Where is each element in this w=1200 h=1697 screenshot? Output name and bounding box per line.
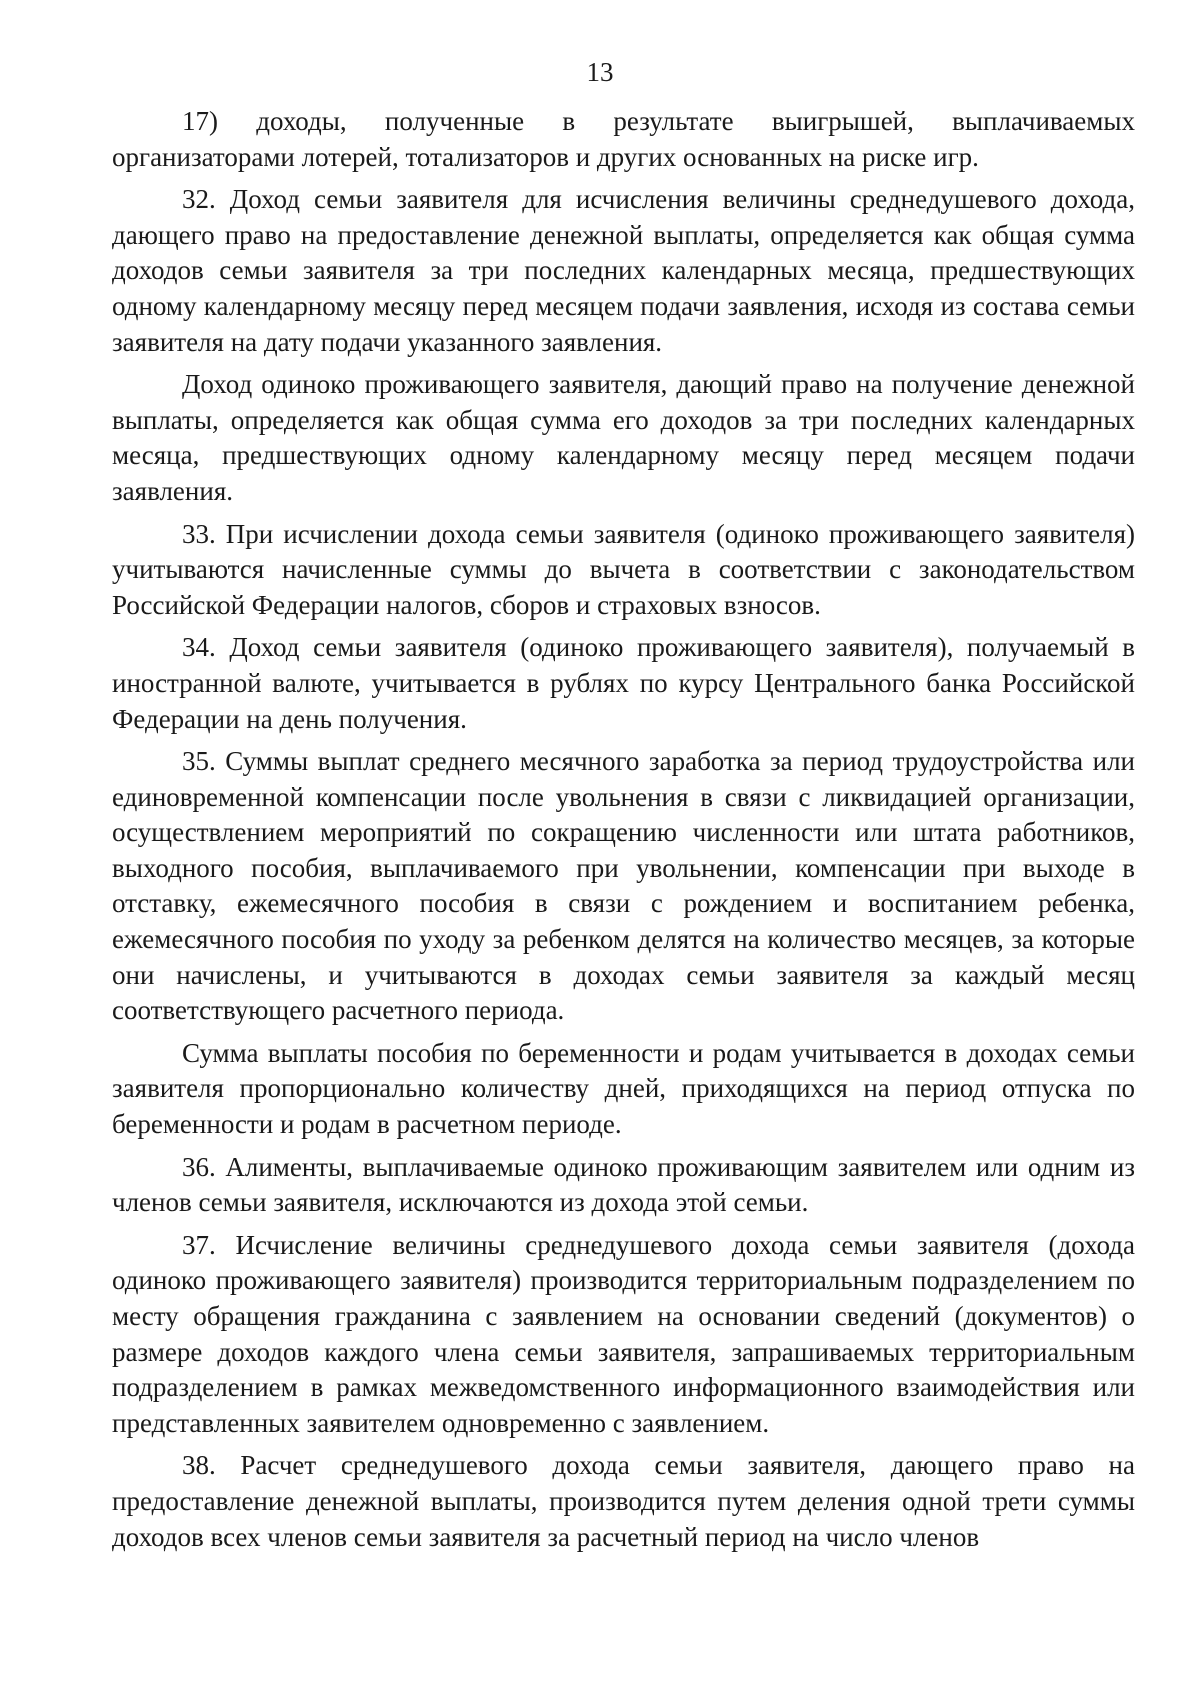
paragraph-clause-37: 37. Исчисление величины среднедушевого дохода семьи заявителя (дохода одиноко проживающего заявителя) производится территориальным подразделением по месту обращения гражданина с заявлением на основании сведений (документов) о размере доходов каждого члена семьи заявителя, запрашиваемых территориальным подразделением в рамках межведомственного информационного взаимодействия или представленных заявителем одновременно с заявлением. xyxy=(112,1229,1135,1438)
paragraph-clause-35-maternity: Сумма выплаты пособия по беременности и родам учитывается в доходах семьи заявителя пропорционально количеству дней, приходящихся на период отпуска по беременности и родам в расчетном периоде. xyxy=(112,1037,1135,1140)
paragraph-clause-36: 36. Алименты, выплачиваемые одиноко проживающим заявителем или одним из членов семьи заявителя, исключаются из дохода этой семьи. xyxy=(112,1151,1135,1218)
paragraph-clause-35: 35. Суммы выплат среднего месячного заработка за период трудоустройства или единовременной компенсации после увольнения в связи с ликвидацией организации, осуществлением мероприятий по сокращению численности или штата работников, выходного пособия, выплачиваемого при увольнении, компенсации при выходе в отставку, ежемесячного пособия в связи с рождением и воспитанием ребенка, ежемесячного пособия по уходу за ребенком делятся на количество месяцев, за которые они начислены, и учитываются в доходах семьи заявителя за каждый месяц соответствующего расчетного периода. xyxy=(112,746,1135,1026)
paragraph-clause-32: 32. Доход семьи заявителя для исчисления величины среднедушевого дохода, дающего право на предоставление денежной выплаты, определяется как общая сумма доходов семьи заявителя за три последних календарных месяца, предшествующих одному календарному месяцу перед месяцем подачи заявления, исходя из состава семьи заявителя на дату подачи указанного заявления. xyxy=(112,184,1135,357)
paragraph-clause-34: 34. Доход семьи заявителя (одиноко проживающего заявителя), получаемый в иностранной валюте, учитывается в рублях по курсу Центрального банка Российской Федерации на день получения. xyxy=(112,632,1135,734)
document-body xyxy=(112,104,1135,1562)
paragraph-clause-38: 38. Расчет среднедушевого дохода семьи заявителя, дающего право на предоставление денежной выплаты, производится путем деления одной трети суммы доходов всех членов семьи заявителя за расчетный период на число членов xyxy=(112,1450,1135,1552)
paragraph-clause-32-single-applicant: Доход одиноко проживающего заявителя, дающий право на получение денежной выплаты, определяется как общая сумма его доходов за три последних календарных месяца, предшествующих одному календарному месяцу перед месяцем подачи заявления. xyxy=(112,369,1135,506)
page-number: 13 xyxy=(586,57,614,87)
paragraph-item-17: 17) доходы, полученные в результате выигрышей, выплачиваемых организаторами лотерей, тотализаторов и других основанных на риске игр. xyxy=(112,106,1135,172)
paragraph-clause-33: 33. При исчислении дохода семьи заявителя (одиноко проживающего заявителя) учитываются начисленные суммы до вычета в соответствии с законодательством Российской Федерации налогов, сборов и страховых взносов. xyxy=(112,518,1135,620)
